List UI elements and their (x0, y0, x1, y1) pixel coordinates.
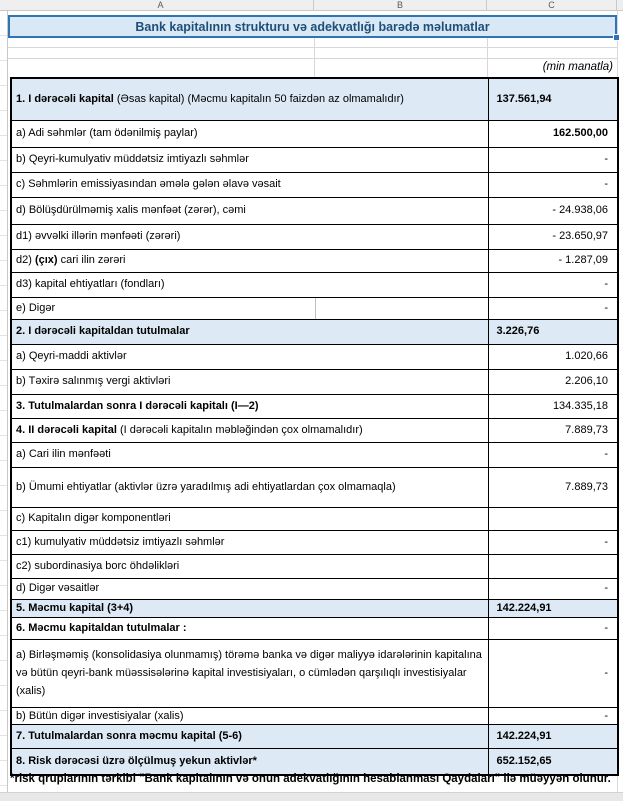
row-label-cell[interactable] (11, 297, 488, 319)
row-value-cell[interactable]: 142.224,91 (488, 724, 618, 748)
page-title: Bank kapitalının strukturu və adekvatlığı barədə məlumatlar (135, 19, 490, 34)
grid-line (314, 38, 315, 77)
row-value-cell[interactable]: 3.226,76 (488, 319, 618, 344)
row-value-cell[interactable]: 1.020,66 (488, 344, 618, 369)
row-label-cell[interactable] (11, 639, 488, 707)
column-header-a[interactable]: A (8, 0, 314, 11)
row-value-cell[interactable]: - (488, 442, 618, 467)
row-label-segment: b) Qeyri-kumulyativ müddətsiz imtiyazlı səhmlər (16, 153, 249, 166)
column-header-c[interactable]: C (487, 0, 617, 11)
row-label-cell[interactable] (11, 724, 488, 748)
unit-note[interactable]: (min manatla) (542, 61, 613, 73)
row-label-cell[interactable] (11, 418, 488, 442)
table-row (11, 530, 618, 554)
table-row (11, 249, 618, 272)
table-row (11, 272, 618, 297)
row-label-segment: 1. I dərəcəli kapital (16, 93, 117, 106)
row-value-cell[interactable]: - (488, 530, 618, 554)
row-label-segment: a) Birləşməmiş (konsolidasiya olunmamış) törəmə banka və digər maliyyə idarələrinin kapitalına və bütün qeyri-bank müəssisələrinə kapital investisiyaları, o cümlədən qarşılıqlı investisiyalar (xalis) (16, 648, 482, 698)
row-value-cell[interactable]: 7.889,73 (488, 418, 618, 442)
table-row (11, 639, 618, 707)
row-label-segment: b) Təxirə salınmış vergi aktivləri (16, 375, 171, 388)
row-value-cell[interactable]: 137.561,94 (488, 78, 618, 120)
row-value-cell[interactable]: 162.500,00 (488, 120, 618, 147)
row-label-cell[interactable] (11, 530, 488, 554)
row-label-segment: a) Cari ilin mənfəəti (16, 448, 111, 461)
table-row (11, 297, 618, 319)
row-label-segment: d) Bölüşdürülməmiş xalis mənfəət (zərər), cəmi (16, 204, 246, 217)
row-value-cell[interactable] (488, 507, 618, 530)
table-row (11, 599, 618, 617)
row-label-cell[interactable] (11, 172, 488, 197)
row-label-segment: d3) kapital ehtiyatları (fondları) (16, 278, 165, 291)
table-row (11, 147, 618, 172)
row-label-cell[interactable] (11, 120, 488, 147)
row-label-segment: a) Qeyri-maddi aktivlər (16, 350, 127, 363)
row-header-gutter (0, 11, 8, 792)
row-label-cell[interactable] (11, 707, 488, 724)
row-label-cell[interactable] (11, 224, 488, 249)
capital-table-body (11, 78, 618, 775)
row-label-cell[interactable] (11, 197, 488, 224)
table-row (11, 724, 618, 748)
row-label-segment: a) Adi səhmlər (tam ödənilmiş paylar) (16, 127, 198, 140)
row-label-segment: c) Səhmlərin emissiyasından əmələ gələn əlavə vəsait (16, 178, 281, 191)
table-row (11, 507, 618, 530)
table-row (11, 197, 618, 224)
row-label-segment: b) Bütün digər investisiyalar (xalis) (16, 709, 184, 722)
row-label-cell[interactable] (11, 249, 488, 272)
row-label-cell[interactable] (11, 344, 488, 369)
row-value-cell[interactable]: - (488, 172, 618, 197)
selection-fill-handle[interactable] (613, 34, 620, 41)
row-label-segment: d1) əvvəlki illərin mənfəəti (zərəri) (16, 230, 181, 243)
row-value-cell[interactable]: - (488, 707, 618, 724)
row-label-segment: d) Digər vəsaitlər (16, 582, 100, 595)
row-value-cell[interactable]: - 1.287,09 (488, 249, 618, 272)
grid-line (8, 47, 617, 48)
row-value-cell[interactable]: 7.889,73 (488, 467, 618, 507)
row-value-cell[interactable]: - (488, 272, 618, 297)
row-value-cell[interactable] (488, 554, 618, 578)
row-label-cell[interactable] (11, 272, 488, 297)
row-label-segment: 8. Risk dərəcəsi üzrə ölçülmuş yekun aktivlər* (16, 755, 257, 768)
row-label-cell[interactable] (11, 467, 488, 507)
row-label-segment: c) Kapitalın digər komponentləri (16, 512, 171, 525)
row-label-cell[interactable] (11, 554, 488, 578)
row-label-cell[interactable] (11, 394, 488, 418)
table-row (11, 442, 618, 467)
row-label-cell[interactable] (11, 599, 488, 617)
table-row (11, 617, 618, 639)
row-value-cell[interactable]: - (488, 639, 618, 707)
row-label-cell[interactable] (11, 78, 488, 120)
row-value-cell[interactable]: - 23.650,97 (488, 224, 618, 249)
row-value-cell[interactable]: - (488, 578, 618, 599)
row-label-segment: (I dərəcəli kapitalın məbləğindən çox olmamalıdır) (119, 423, 363, 436)
row-label-segment: 3. Tutulmalardan sonra I dərəcəli kapitalı (I—2) (16, 399, 259, 412)
sheet-title-cell[interactable] (8, 15, 617, 38)
row-label-cell[interactable] (11, 369, 488, 394)
table-row (11, 418, 618, 442)
row-label-cell[interactable] (11, 147, 488, 172)
row-label-segment: (Əsas kapital) (Məcmu kapitalın 50 faizdən az olmamalıdır) (116, 93, 404, 106)
row-label-cell[interactable] (11, 617, 488, 639)
row-label-segment: d2) (16, 254, 35, 267)
row-label-segment: 6. Məcmu kapitaldan tutulmalar : (16, 621, 187, 634)
row-value-cell[interactable]: - (488, 297, 618, 319)
window-bottom-edge (0, 792, 623, 801)
row-label-cell[interactable] (11, 578, 488, 599)
row-label-segment: (çıx) (34, 254, 58, 267)
row-label-segment: cari ilin zərəri (57, 254, 126, 267)
row-label-cell[interactable] (11, 507, 488, 530)
row-label-segment: b) Ümumi ehtiyatlar (aktivlər üzrə yaradılmış adi ehtiyatlardan çox olmamaqla) (16, 480, 396, 493)
row-label-segment: 4. II dərəcəli kapital (16, 423, 120, 436)
row-value-cell[interactable]: 134.335,18 (488, 394, 618, 418)
table-row (11, 578, 618, 599)
table-row (11, 319, 618, 344)
column-header-strip (0, 0, 623, 11)
column-header-b[interactable]: B (314, 0, 487, 11)
table-row (11, 224, 618, 249)
table-row (11, 78, 618, 120)
row-label-segment: c1) kumulyativ müddətsiz imtiyazlı səhmlər (16, 535, 225, 548)
table-row (11, 172, 618, 197)
row-label-segment: c2) subordinasiya borc öhdəlikləri (16, 559, 180, 572)
row-value-cell[interactable]: - (488, 617, 618, 639)
table-row (11, 467, 618, 507)
row-value-cell[interactable]: 652.152,65 (488, 748, 618, 775)
row-value-cell[interactable]: - 24.938,06 (488, 197, 618, 224)
row-value-cell[interactable]: - (488, 147, 618, 172)
row-label-segment: e) Digər (16, 301, 56, 314)
table-row (11, 344, 618, 369)
row-value-cell[interactable]: 2.206,10 (488, 369, 618, 394)
table-row (11, 394, 618, 418)
row-label-segment: 2. I dərəcəli kapitaldan tutulmalar (16, 325, 190, 338)
table-row (11, 120, 618, 147)
row-label-cell[interactable] (11, 319, 488, 344)
row-label-segment: 5. Məcmu kapital (3+4) (16, 601, 134, 614)
table-row (11, 554, 618, 578)
table-row (11, 707, 618, 724)
row-label-segment: 7. Tutulmalardan sonra məcmu kapital (5-6) (16, 730, 242, 743)
row-label-cell[interactable] (11, 442, 488, 467)
footnote[interactable]: *risk qruplarının tərkibi "Bank kapitalının və onun adekvatlığının hesablanması Qaydaları" ilə müəyyən olunur. (10, 773, 611, 785)
table-row (11, 369, 618, 394)
capital-table (10, 77, 619, 776)
row-value-cell[interactable]: 142.224,91 (488, 599, 618, 617)
